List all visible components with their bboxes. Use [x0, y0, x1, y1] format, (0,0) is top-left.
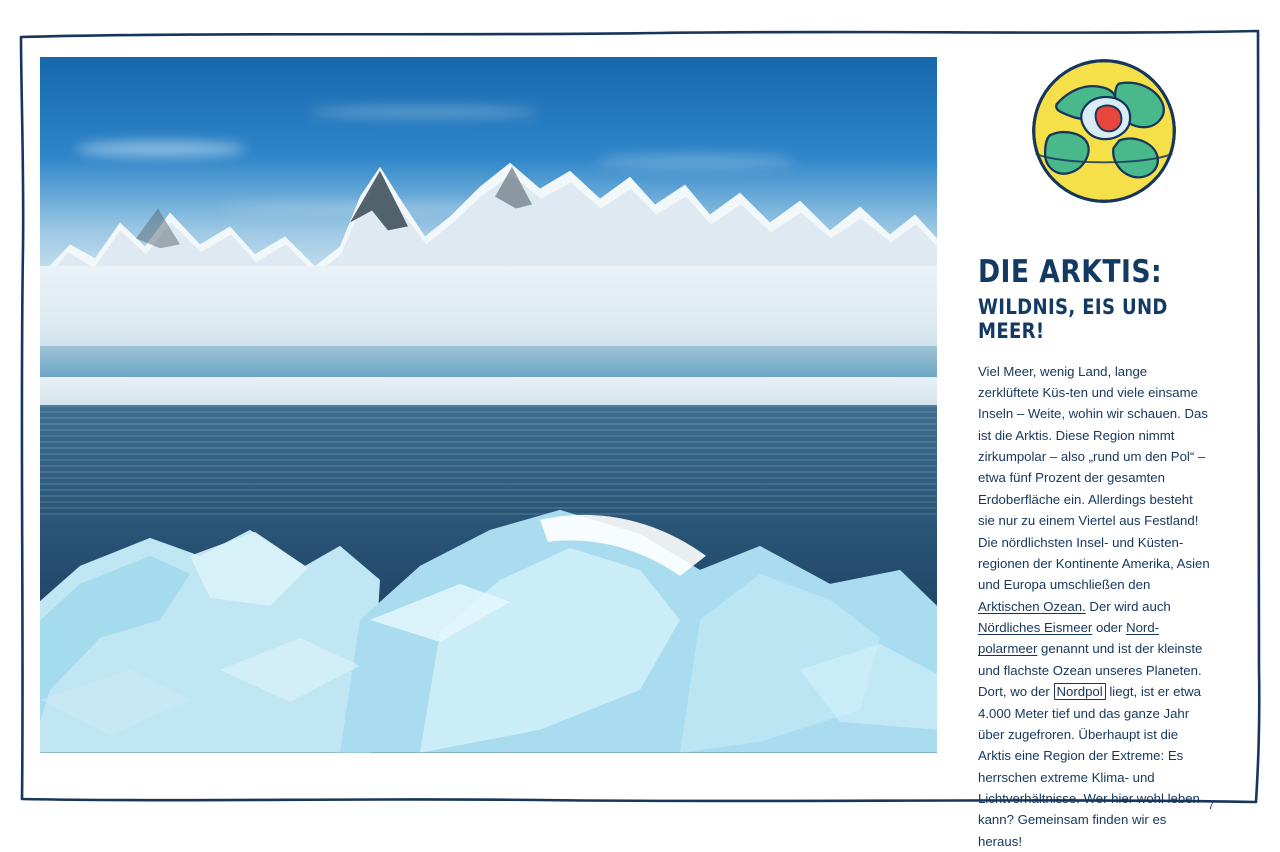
headline-secondary: WILDNIS, EIS UND MEER!	[978, 294, 1168, 343]
term-arktischer-ozean: Arktischen Ozean.	[978, 598, 1086, 614]
term-nordpol: Nordpol	[1054, 683, 1106, 700]
photo-icebergs	[40, 370, 937, 753]
text-column	[978, 55, 1220, 852]
body-segment-plain: liegt, ist er etwa 4.000 Meter tief und das ganze Jahr über zugefroren. Überhaupt ist die Arktis eine Region der Extreme: Es herrschen extreme Klima- und Lichtverhältnisse. Wer hier wohl leben kann? Gemeinsam finden wir es heraus!	[978, 684, 1201, 849]
page-number: 7	[1208, 800, 1215, 812]
arctic-globe-illustration	[1028, 55, 1180, 207]
body-segment-plain: genannt und ist der kleinste und flachste Ozean unseres Planeten. Dort, wo der	[978, 641, 1203, 700]
headline-primary: DIE ARKTIS:	[978, 254, 1163, 290]
term-noerdliches-eismeer: Nördliches Eismeer	[978, 620, 1093, 636]
body-segment-plain: Der wird auch	[1085, 598, 1171, 614]
body-paragraph	[978, 361, 1210, 852]
body-segment-plain: Viel Meer, wenig Land, lange zerklüftete Küs-ten und viele einsame Inseln – Weite, wohin wir schauen. Das ist die Arktis. Diese Region nimmt zirkumpolar – also „rund um den Pol“ – etwa fünf Prozent der gesamten Erdoberfläche ein. Allerdings besteht sie nur zu einem Viertel aus Festland! Die nördlichsten Insel- und Küsten-regionen der Kontinente Amerika, Asien und Europa umschließen den	[978, 363, 1210, 593]
body-segment-plain: oder	[1092, 620, 1127, 636]
term-nordpolarmeer: Nord-polarmeer	[978, 620, 1160, 657]
arctic-landscape-photo	[40, 57, 937, 753]
photo-cloud	[309, 106, 539, 118]
page-title	[978, 256, 1220, 343]
body-copy	[978, 361, 1210, 852]
